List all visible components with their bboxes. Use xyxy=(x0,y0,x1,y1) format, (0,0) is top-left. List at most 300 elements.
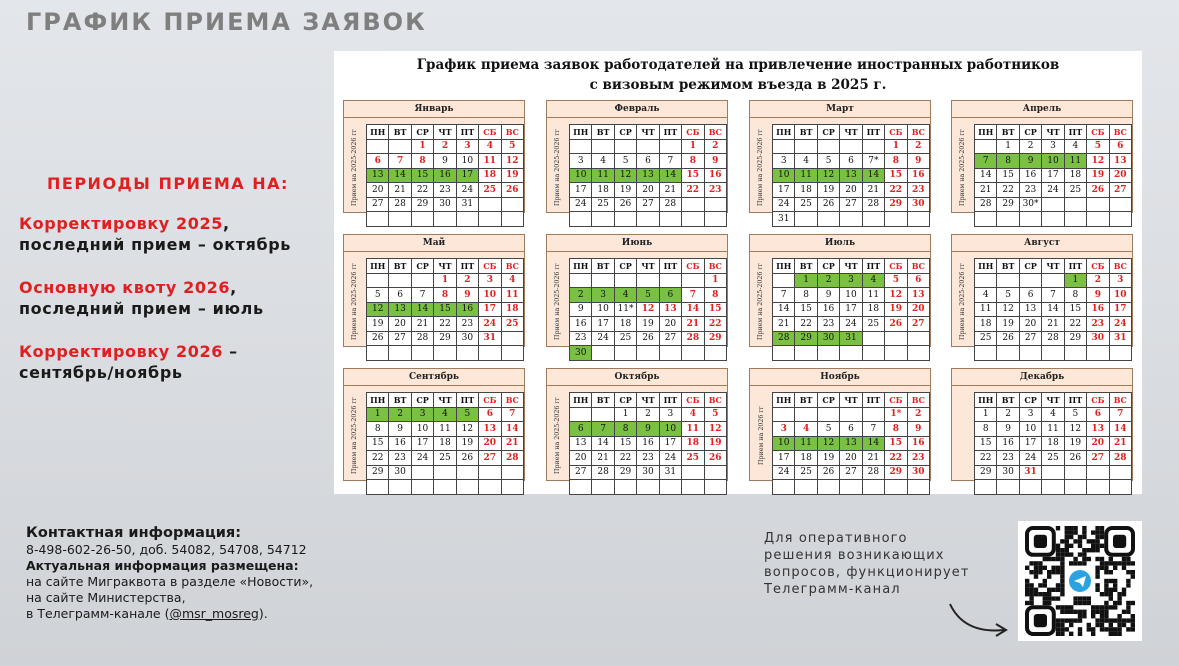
empty-cell xyxy=(456,212,478,227)
empty-cell xyxy=(659,212,681,227)
contacts-line3-suffix: ). xyxy=(258,606,268,621)
empty-cell xyxy=(704,465,726,480)
weekday-header: СБ xyxy=(682,393,704,408)
day-cell: 11* xyxy=(614,302,636,317)
month-name: Июль xyxy=(750,235,930,252)
weekday-header: ВТ xyxy=(592,393,614,408)
telegram-channel-link[interactable]: @msr_mosreg xyxy=(169,606,259,621)
day-cell: 31 xyxy=(479,331,501,346)
day-cell: 26 xyxy=(1064,451,1086,466)
day-cell: 26 xyxy=(704,451,726,466)
day-cell: 10 xyxy=(570,168,592,183)
day-cell: 17 xyxy=(773,183,795,198)
day-cell: 18 xyxy=(975,317,997,332)
empty-cell xyxy=(997,273,1019,288)
day-cell: 26 xyxy=(614,197,636,212)
day-cell: 23 xyxy=(637,451,659,466)
weekday-header: ПТ xyxy=(862,259,884,274)
day-cell: 14 xyxy=(862,168,884,183)
day-cell: 15 xyxy=(704,302,726,317)
month-grid xyxy=(569,258,727,361)
month-8 xyxy=(951,234,1133,347)
arrow-icon xyxy=(946,600,1012,640)
day-cell: 19 xyxy=(1064,436,1086,451)
day-cell: 22 xyxy=(1064,317,1086,332)
day-cell: 18 xyxy=(614,317,636,332)
weekday-header: ВТ xyxy=(997,259,1019,274)
weekday-header: СБ xyxy=(1087,393,1109,408)
day-cell: 9 xyxy=(907,154,929,169)
weekday-header: ПТ xyxy=(862,393,884,408)
day-cell: 1 xyxy=(704,273,726,288)
day-cell: 8 xyxy=(434,288,456,303)
empty-cell xyxy=(817,480,839,495)
day-cell: 12 xyxy=(997,302,1019,317)
month-name: Май xyxy=(344,235,524,252)
day-cell: 11 xyxy=(592,168,614,183)
day-cell: 15 xyxy=(1064,302,1086,317)
day-cell: 20 xyxy=(840,451,862,466)
day-cell: 13 xyxy=(659,302,681,317)
day-cell: 18 xyxy=(862,302,884,317)
qr-code[interactable] xyxy=(1018,521,1142,641)
day-cell: 6 xyxy=(1019,288,1041,303)
day-cell: 18 xyxy=(682,436,704,451)
day-cell: 7 xyxy=(975,154,997,169)
day-cell: 19 xyxy=(614,183,636,198)
day-cell: 9 xyxy=(456,288,478,303)
day-cell: 28 xyxy=(411,331,433,346)
day-cell: 12 xyxy=(817,168,839,183)
weekday-header: ВС xyxy=(501,125,523,140)
day-cell: 26 xyxy=(997,331,1019,346)
weekday-header: ВС xyxy=(907,259,929,274)
day-cell: 5 xyxy=(817,422,839,437)
empty-cell xyxy=(817,212,839,227)
slide-header: ГРАФИК ПРИЕМА ЗАЯВОК xyxy=(26,8,427,36)
month-9 xyxy=(343,368,525,481)
day-cell: 19 xyxy=(817,451,839,466)
empty-cell xyxy=(411,212,433,227)
empty-cell xyxy=(1019,212,1041,227)
day-cell: 24 xyxy=(840,317,862,332)
day-cell: 21 xyxy=(659,183,681,198)
weekday-header: ВТ xyxy=(997,393,1019,408)
empty-cell xyxy=(1064,480,1086,495)
day-cell: 28 xyxy=(862,465,884,480)
day-cell: 6 xyxy=(479,407,501,422)
empty-cell xyxy=(1064,197,1086,212)
day-cell: 4 xyxy=(862,273,884,288)
day-cell: 4 xyxy=(1042,407,1064,422)
empty-cell xyxy=(637,346,659,361)
day-cell: 12 xyxy=(614,168,636,183)
weekday-header: ВС xyxy=(907,393,929,408)
month-11 xyxy=(749,368,931,481)
period-highlight: Корректировку 2026 xyxy=(19,342,223,361)
empty-cell xyxy=(434,212,456,227)
day-cell: 12 xyxy=(1087,154,1109,169)
empty-cell xyxy=(501,212,523,227)
day-cell: 5 xyxy=(1064,407,1086,422)
month-side-label: Прием на 2025-2026 гг xyxy=(554,128,562,206)
empty-cell xyxy=(773,273,795,288)
day-cell: 17 xyxy=(592,317,614,332)
day-cell: 1 xyxy=(795,273,817,288)
weekday-header: СР xyxy=(614,259,636,274)
weekday-header: ПТ xyxy=(1064,125,1086,140)
day-cell: 19 xyxy=(456,436,478,451)
day-cell: 24 xyxy=(1042,183,1064,198)
empty-cell xyxy=(570,139,592,154)
month-name: Январь xyxy=(344,101,524,118)
day-cell: 3 xyxy=(479,273,501,288)
day-cell: 30 xyxy=(637,465,659,480)
month-grid xyxy=(569,124,727,227)
day-cell: 2 xyxy=(389,407,411,422)
day-cell: 16 xyxy=(434,168,456,183)
day-cell: 3 xyxy=(570,154,592,169)
day-cell: 17 xyxy=(773,451,795,466)
day-cell: 11 xyxy=(479,154,501,169)
empty-cell xyxy=(434,465,456,480)
empty-cell xyxy=(501,197,523,212)
empty-cell xyxy=(885,212,907,227)
day-cell: 19 xyxy=(1087,168,1109,183)
day-cell: 23 xyxy=(570,331,592,346)
day-cell: 20 xyxy=(907,302,929,317)
day-cell: 22 xyxy=(885,451,907,466)
weekday-header: СР xyxy=(614,125,636,140)
weekday-header: ПТ xyxy=(456,393,478,408)
day-cell: 15 xyxy=(411,168,433,183)
empty-cell xyxy=(907,346,929,361)
day-cell: 2 xyxy=(1087,273,1109,288)
day-cell: 27 xyxy=(840,465,862,480)
day-cell: 6 xyxy=(570,422,592,437)
empty-cell xyxy=(456,346,478,361)
empty-cell xyxy=(592,212,614,227)
day-cell: 20 xyxy=(1109,168,1131,183)
day-cell: 2 xyxy=(704,139,726,154)
weekday-header: ВТ xyxy=(389,125,411,140)
day-cell: 27 xyxy=(389,331,411,346)
weekday-header: СР xyxy=(1019,259,1041,274)
day-cell: 18 xyxy=(795,451,817,466)
day-cell: 14 xyxy=(975,168,997,183)
day-cell: 8 xyxy=(885,154,907,169)
day-cell: 28 xyxy=(592,465,614,480)
empty-cell xyxy=(592,407,614,422)
day-cell: 19 xyxy=(885,302,907,317)
day-cell: 11 xyxy=(862,288,884,303)
day-cell: 25 xyxy=(592,197,614,212)
month-7 xyxy=(749,234,931,347)
day-cell: 22 xyxy=(614,451,636,466)
day-cell: 16 xyxy=(704,168,726,183)
month-4 xyxy=(951,100,1133,213)
empty-cell xyxy=(456,480,478,495)
period-item-1 xyxy=(19,213,339,255)
day-cell: 16 xyxy=(389,436,411,451)
day-cell: 8 xyxy=(975,422,997,437)
weekday-header: ПТ xyxy=(1064,259,1086,274)
day-cell: 3 xyxy=(1042,139,1064,154)
day-cell: 7 xyxy=(501,407,523,422)
day-cell: 28 xyxy=(501,451,523,466)
calendar-title-line1: График приема заявок работодателей на привлечение иностранных работников xyxy=(416,57,1060,73)
month-side-label xyxy=(952,391,974,479)
day-cell: 28 xyxy=(862,197,884,212)
empty-cell xyxy=(367,212,389,227)
day-cell: 17 xyxy=(1109,302,1131,317)
empty-cell xyxy=(1019,273,1041,288)
month-grid xyxy=(974,392,1132,495)
empty-cell xyxy=(614,273,636,288)
empty-cell xyxy=(367,273,389,288)
month-1 xyxy=(343,100,525,213)
weekday-header: ВС xyxy=(1109,125,1131,140)
day-cell: 2 xyxy=(637,407,659,422)
day-cell: 20 xyxy=(637,183,659,198)
weekday-header: СБ xyxy=(1087,125,1109,140)
day-cell: 21 xyxy=(389,183,411,198)
day-cell: 17 xyxy=(659,436,681,451)
day-cell: 12 xyxy=(885,288,907,303)
weekday-header: ВС xyxy=(501,393,523,408)
month-grid xyxy=(772,258,930,361)
day-cell: 9 xyxy=(389,422,411,437)
day-cell: 6 xyxy=(840,422,862,437)
day-cell: 8 xyxy=(411,154,433,169)
day-cell: 24 xyxy=(411,451,433,466)
day-cell: 21 xyxy=(501,436,523,451)
weekday-header: СР xyxy=(411,393,433,408)
day-cell: 27 xyxy=(1087,451,1109,466)
day-cell: 13 xyxy=(840,168,862,183)
day-cell: 7 xyxy=(862,422,884,437)
day-cell: 5 xyxy=(614,154,636,169)
weekday-header: ПТ xyxy=(456,125,478,140)
empty-cell xyxy=(501,465,523,480)
day-cell: 16 xyxy=(570,317,592,332)
day-cell: 13 xyxy=(1087,422,1109,437)
day-cell: 3 xyxy=(773,154,795,169)
weekday-header: ЧТ xyxy=(637,259,659,274)
day-cell: 13 xyxy=(479,422,501,437)
empty-cell xyxy=(389,273,411,288)
empty-cell xyxy=(862,480,884,495)
empty-cell xyxy=(1109,465,1131,480)
day-cell: 25 xyxy=(1042,451,1064,466)
day-cell: 14 xyxy=(1042,302,1064,317)
day-cell: 5 xyxy=(637,288,659,303)
weekday-header: СР xyxy=(817,393,839,408)
weekday-header: ПН xyxy=(975,259,997,274)
day-cell: 22 xyxy=(885,183,907,198)
day-cell: 21 xyxy=(975,183,997,198)
period-line2: последний прием – октябрь xyxy=(19,235,291,254)
day-cell: 5 xyxy=(817,154,839,169)
telegram-note xyxy=(764,530,1024,598)
day-cell: 8 xyxy=(795,288,817,303)
day-cell: 6 xyxy=(389,288,411,303)
empty-cell xyxy=(1042,480,1064,495)
empty-cell xyxy=(411,480,433,495)
empty-cell xyxy=(997,480,1019,495)
contacts-line1: на сайте Миграквота в разделе «Новости», xyxy=(26,574,314,589)
calendar-title-line2: с визовым режимом въезда в 2025 г. xyxy=(589,77,887,93)
weekday-header: ПН xyxy=(570,393,592,408)
weekday-header: ПН xyxy=(773,125,795,140)
day-cell: 24 xyxy=(570,197,592,212)
day-cell: 12 xyxy=(456,422,478,437)
day-cell: 16 xyxy=(817,302,839,317)
day-cell: 10 xyxy=(1042,154,1064,169)
day-cell: 2 xyxy=(434,139,456,154)
telegram-note-line3: вопросов, функционирует xyxy=(764,565,970,580)
month-grid xyxy=(366,124,524,227)
day-cell: 14 xyxy=(411,302,433,317)
empty-cell xyxy=(1109,197,1131,212)
calendar-image xyxy=(334,51,1142,494)
day-cell: 19 xyxy=(367,317,389,332)
day-cell: 10 xyxy=(592,302,614,317)
empty-cell xyxy=(975,273,997,288)
day-cell: 22 xyxy=(367,451,389,466)
weekday-header: ПН xyxy=(773,259,795,274)
month-grid xyxy=(772,124,930,227)
day-cell: 13 xyxy=(1109,154,1131,169)
weekday-header: ПТ xyxy=(659,125,681,140)
month-name: Сентябрь xyxy=(344,369,524,386)
day-cell: 27 xyxy=(659,331,681,346)
empty-cell xyxy=(840,407,862,422)
day-cell: 6 xyxy=(659,288,681,303)
day-cell: 3 xyxy=(659,407,681,422)
day-cell: 11 xyxy=(1064,154,1086,169)
day-cell: 29 xyxy=(614,465,636,480)
day-cell: 20 xyxy=(389,317,411,332)
day-cell: 12 xyxy=(637,302,659,317)
empty-cell xyxy=(975,212,997,227)
empty-cell xyxy=(501,480,523,495)
day-cell: 17 xyxy=(456,168,478,183)
weekday-header: СР xyxy=(1019,393,1041,408)
day-cell: 21 xyxy=(1042,317,1064,332)
day-cell: 29 xyxy=(885,465,907,480)
empty-cell xyxy=(1064,212,1086,227)
month-grid xyxy=(569,392,727,495)
empty-cell xyxy=(795,480,817,495)
day-cell: 27 xyxy=(570,465,592,480)
day-cell: 10 xyxy=(659,422,681,437)
weekday-header: ВТ xyxy=(389,393,411,408)
day-cell: 30 xyxy=(570,346,592,361)
empty-cell xyxy=(885,331,907,346)
weekday-header: ВТ xyxy=(592,259,614,274)
day-cell: 15 xyxy=(367,436,389,451)
weekday-header: СБ xyxy=(479,125,501,140)
day-cell: 23 xyxy=(1087,317,1109,332)
month-6 xyxy=(546,234,728,358)
day-cell: 9 xyxy=(997,422,1019,437)
day-cell: 30 xyxy=(456,331,478,346)
weekday-header: ПН xyxy=(570,259,592,274)
day-cell: 23 xyxy=(817,317,839,332)
day-cell: 24 xyxy=(479,317,501,332)
contacts-line3 xyxy=(26,606,386,622)
empty-cell xyxy=(682,480,704,495)
day-cell: 15 xyxy=(434,302,456,317)
contacts-line2: на сайте Министерства, xyxy=(26,590,186,605)
month-name: Ноябрь xyxy=(750,369,930,386)
day-cell: 29 xyxy=(1064,331,1086,346)
weekday-header: ПН xyxy=(773,393,795,408)
day-cell: 3 xyxy=(592,288,614,303)
day-cell: 2 xyxy=(1019,139,1041,154)
weekday-header: ЧТ xyxy=(434,125,456,140)
day-cell: 17 xyxy=(570,183,592,198)
day-cell: 14 xyxy=(862,436,884,451)
month-name: Июнь xyxy=(547,235,727,252)
day-cell: 18 xyxy=(434,436,456,451)
day-cell: 20 xyxy=(1019,317,1041,332)
empty-cell xyxy=(997,212,1019,227)
day-cell: 18 xyxy=(479,168,501,183)
weekday-header: ПТ xyxy=(862,125,884,140)
empty-cell xyxy=(1042,346,1064,361)
day-cell: 30 xyxy=(434,197,456,212)
day-cell: 17 xyxy=(479,302,501,317)
day-cell: 4 xyxy=(975,288,997,303)
weekday-header: ВС xyxy=(704,393,726,408)
day-cell: 25 xyxy=(501,317,523,332)
day-cell: 11 xyxy=(795,168,817,183)
empty-cell xyxy=(434,346,456,361)
weekday-header: СБ xyxy=(682,125,704,140)
empty-cell xyxy=(570,407,592,422)
empty-cell xyxy=(1042,197,1064,212)
month-grid xyxy=(366,258,524,361)
day-cell: 6 xyxy=(907,273,929,288)
day-cell: 23 xyxy=(907,183,929,198)
month-side-label: Прием на 2025-2026 гг xyxy=(351,396,359,474)
weekday-header: ПН xyxy=(975,393,997,408)
day-cell: 29 xyxy=(885,197,907,212)
day-cell: 21 xyxy=(862,451,884,466)
day-cell: 9 xyxy=(1087,288,1109,303)
empty-cell xyxy=(389,346,411,361)
weekday-header: СР xyxy=(411,125,433,140)
weekday-header: ЧТ xyxy=(637,393,659,408)
day-cell: 14 xyxy=(1109,422,1131,437)
day-cell: 1 xyxy=(434,273,456,288)
empty-cell xyxy=(367,139,389,154)
day-cell: 4 xyxy=(479,139,501,154)
month-side-label: Прием на 2025-2026 гг xyxy=(959,128,967,206)
empty-cell xyxy=(1109,480,1131,495)
empty-cell xyxy=(907,331,929,346)
day-cell: 12 xyxy=(817,436,839,451)
weekday-header: СР xyxy=(614,393,636,408)
day-cell: 1* xyxy=(885,407,907,422)
empty-cell xyxy=(795,139,817,154)
empty-cell xyxy=(479,346,501,361)
empty-cell xyxy=(389,480,411,495)
day-cell: 28 xyxy=(682,331,704,346)
day-cell: 1 xyxy=(997,139,1019,154)
